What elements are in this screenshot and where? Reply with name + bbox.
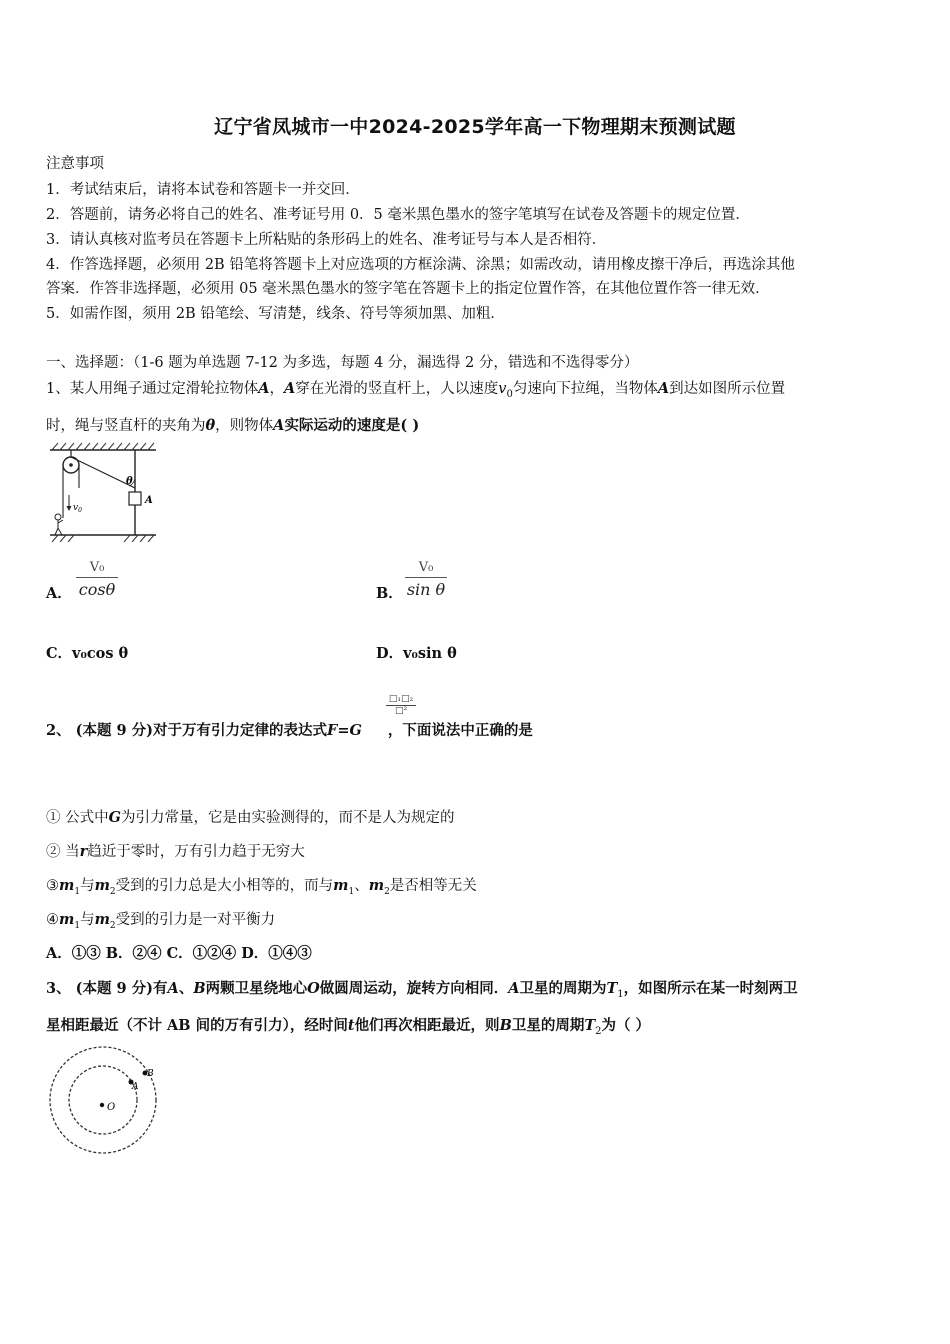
notice-item: 2．答题前，请务必将自己的姓名、准考证号用 0．5 毫米黑色墨水的签字笔填写在试卷及答题卡的规定位置． (46, 207, 750, 223)
page-title: 辽宁省凤城市一中2024-2025学年高一下物理期末预测试题 (214, 116, 736, 138)
q2-stem: 2、 (本题 9 分)对于万有引力定律的表达式F=G ，下面说法中正确的是 (46, 722, 533, 739)
q2-formula-fraction: □₁□₂ □² (386, 694, 416, 716)
q1-option-c: C．v₀cos θ (46, 645, 129, 662)
q1-option-b-label: B． (376, 585, 403, 602)
q3-orbit-figure (44, 1044, 162, 1156)
notice-item: 5．如需作图，须用 2B 铅笔绘、写清楚，线条、符号等须加黑、加粗． (46, 306, 505, 322)
inner-orbit (69, 1066, 137, 1134)
q2-statement-4: $④m_1$与$m_2$受到的引力是一对平衡力 (46, 911, 276, 931)
svg-text:v0: $v_0$ (73, 503, 82, 514)
earth-center-o (100, 1103, 104, 1107)
q1-option-b-fraction: V₀ sin θ (406, 560, 446, 599)
q1-stem-line1: 1、某人用绳子通过定滑轮拉物体A，A穿在光滑的竖直杆上，人以速度$v_0$匀速向下拉绳，当物体A到达如图所示位置 (46, 380, 786, 400)
q3-stem-line1: 3、 (本题 9 分)有A、B两颗卫星绕地心O做圆周运动，旋转方向相同．A卫星的周期为$T_1$，如图所示在某一时刻两卫 (46, 980, 798, 1000)
svg-text:B: B (147, 1069, 154, 1079)
q2-statement-3: $③m_1$与$m_2$受到的引力总是大小相等的，而与$m_1$、$m_2$是否相等无关 (46, 877, 477, 897)
q2-options: A．①③ B．②④ C．①②④ D．①④③ (46, 945, 312, 962)
q3-stem-line2: 星相距最近（不计 AB 间的万有引力），经时间t他们再次相距最近，则B卫星的周期$T_2$为（ ） (46, 1017, 651, 1037)
notice-item: 3．请认真核对监考员在答题卡上所粘贴的条形码上的姓名、准考证号与本人是否相符． (46, 232, 607, 248)
notice-item: 答案．作答非选择题，必须用 05 毫米黑色墨水的签字笔在答题卡上的指定位置作答，在其他位置作答一律无效． (46, 281, 770, 297)
notice-item: 4．作答选择题，必须用 2B 铅笔将答题卡上对应选项的方框涂满、涂黑；如需改动，请用橡皮擦干净后，再选涂其他 (46, 257, 795, 273)
outer-orbit (50, 1047, 156, 1153)
q1-option-a-fraction: V₀ cosθ (76, 560, 118, 599)
q1-pulley-figure (44, 440, 160, 546)
q1-option-a-label: A． (46, 585, 72, 602)
svg-text:O: O (107, 1102, 116, 1113)
svg-text:θ: θ (126, 476, 133, 487)
section-heading: 一、选择题：（1-6 题为单选题 7-12 为多选，每题 4 分，漏选得 2 分，错选和不选得零分） (46, 355, 639, 371)
q2-statement-1: ① 公式中G为引力常量，它是由实验测得的，而不是人为规定的 (46, 809, 455, 826)
svg-text:A: A (132, 1082, 139, 1092)
notice-heading: 注意事项 (46, 156, 104, 172)
svg-text:A: A (145, 495, 153, 506)
person-icon (55, 514, 61, 520)
notice-item: 1．考试结束后，请将本试卷和答题卡一并交回． (46, 182, 360, 198)
q2-statement-2: ② 当r趋近于零时，万有引力趋于无穷大 (46, 843, 305, 860)
q1-option-d: D．v₀sin θ (376, 645, 457, 662)
q1-stem-line2: 时，绳与竖直杆的夹角为θ，则物体A实际运动的速度是( ) (46, 417, 420, 434)
block-a (129, 492, 141, 505)
